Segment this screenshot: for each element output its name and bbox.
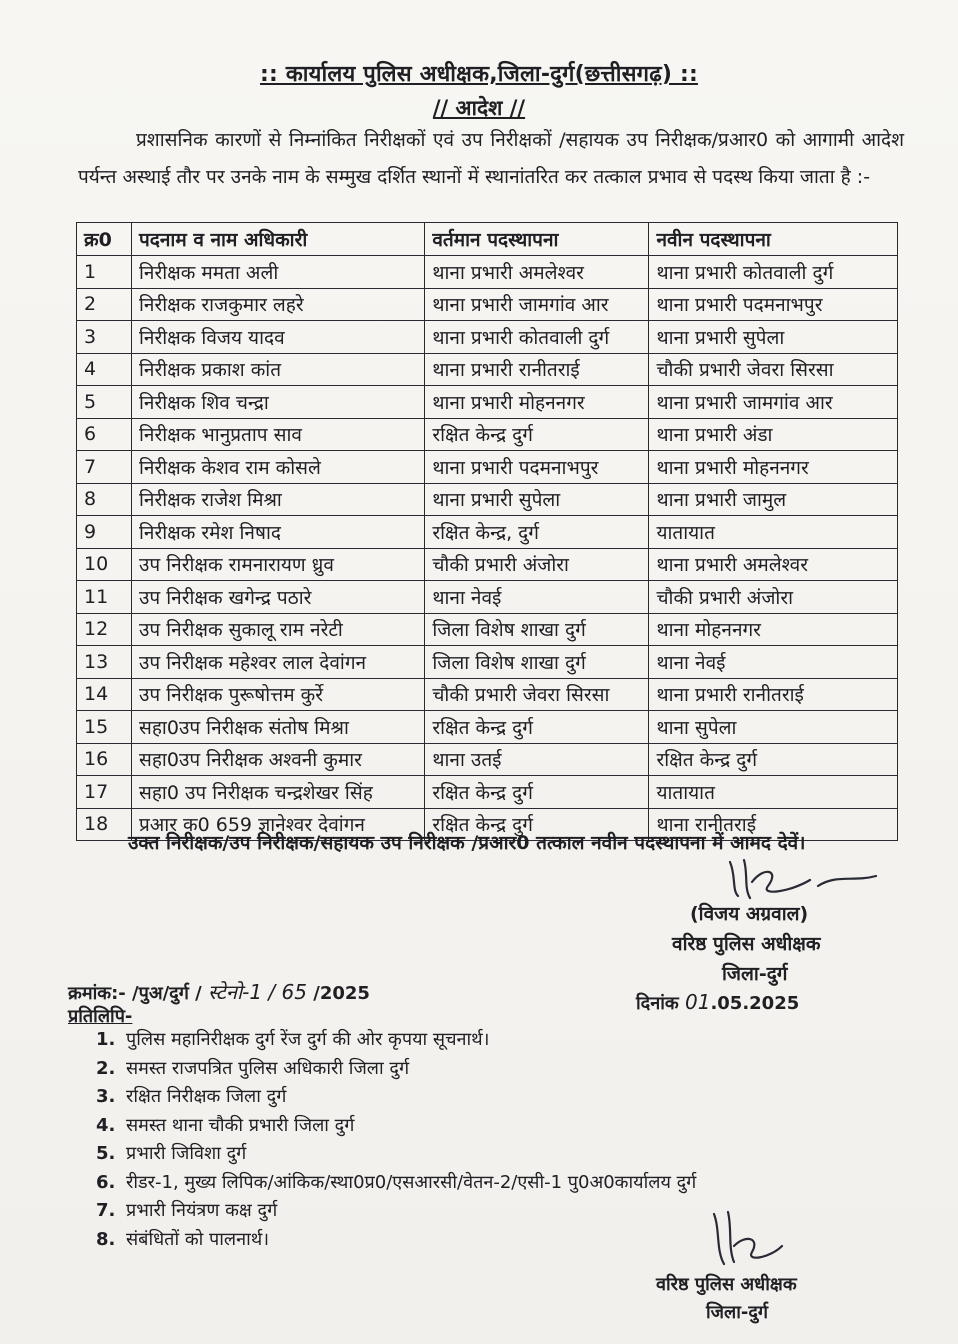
signatory2-title: वरिष्ठ पुलिस अधीक्षक — [656, 1274, 797, 1295]
cell-current-posting: थाना प्रभारी मोहननगर — [425, 386, 649, 419]
col-header-officer: पदनाम व नाम अधिकारी — [132, 223, 425, 256]
copy-to-list — [96, 1026, 696, 1254]
cell-new-posting: थाना रानीतराई — [649, 808, 898, 841]
date-label: दिनांक — [636, 993, 679, 1014]
cell-current-posting: थाना प्रभारी अमलेश्वर — [425, 256, 649, 289]
intro-text: प्रशासनिक कारणों से निम्नांकित निरीक्षकों एवं उप निरीक्षकों /सहायक उप निरीक्षक/प्रआर0 को आगामी आदेश पर्यन्त अस्थाई तौर पर उनके नाम के सम्मुख दर्शित स्थानों में स्थानांतरित कर तत्काल प्रभाव से पदस्थ किया जाता है :- — [78, 129, 904, 188]
cell-officer: उप निरीक्षक महेश्वर लाल देवांगन — [132, 646, 425, 679]
cell-current-posting: जिला विशेष शाखा दुर्ग — [425, 646, 649, 679]
cell-officer: निरीक्षक विजय यादव — [132, 321, 425, 354]
copy-to-number: 6. — [96, 1171, 116, 1193]
copy-to-number: 2. — [96, 1057, 116, 1079]
office-heading: :: कार्यालय पुलिस अधीक्षक,जिला-दुर्ग(छत्तीसगढ़) :: — [260, 62, 698, 87]
cell-current-posting: जिला विशेष शाखा दुर्ग — [425, 613, 649, 646]
cell-serial: 6 — [77, 418, 132, 451]
cell-serial: 1 — [77, 256, 132, 289]
closing-paragraph — [76, 826, 888, 860]
cell-officer: उप निरीक्षक पुरूषोत्तम कुर्रे — [132, 678, 425, 711]
cell-current-posting: थाना प्रभारी कोतवाली दुर्ग — [425, 321, 649, 354]
copy-to-text: संबंधितों को पालनार्थ। — [126, 1228, 270, 1250]
copy-to-item — [96, 1169, 696, 1198]
reference-number — [68, 978, 370, 1005]
cell-serial: 10 — [77, 548, 132, 581]
cell-new-posting: थाना मोहननगर — [649, 613, 898, 646]
kramank-printed: /पुअ/दुर्ग / — [132, 983, 202, 1004]
cell-serial: 4 — [77, 353, 132, 386]
cell-serial: 11 — [77, 581, 132, 614]
copy-to-text: पुलिस महानिरीक्षक दुर्ग रेंज दुर्ग की ओर कृपया सूचनार्थ। — [126, 1029, 490, 1050]
cell-current-posting: थाना प्रभारी पदमनाभपुर — [425, 451, 649, 484]
copy-to-text: समस्त थाना चौकी प्रभारी जिला दुर्ग — [126, 1114, 355, 1136]
cell-serial: 12 — [77, 613, 132, 646]
copy-to-item — [96, 1083, 696, 1112]
cell-new-posting: थाना प्रभारी रानीतराई — [649, 678, 898, 711]
cell-new-posting: थाना प्रभारी सुपेला — [649, 321, 898, 354]
table-body — [77, 256, 898, 841]
table-row — [77, 483, 898, 516]
signatory2-place: जिला-दुर्ग — [706, 1302, 769, 1323]
cell-serial: 14 — [77, 678, 132, 711]
cell-officer: निरीक्षक शिव चन्द्रा — [132, 386, 425, 419]
cell-current-posting: थाना प्रभारी जामगांव आर — [425, 288, 649, 321]
copy-to-number: 1. — [96, 1029, 116, 1050]
order-heading: // आदेश // — [432, 96, 526, 120]
table-row — [77, 613, 898, 646]
cell-officer: उप निरीक्षक सुकालू राम नरेटी — [132, 613, 425, 646]
signatory-place: जिला-दुर्ग — [722, 963, 788, 985]
cell-officer: प्रआर क0 659 ज्ञानेश्वर देवांगन — [132, 808, 425, 841]
copy-to-number: 3. — [96, 1086, 116, 1107]
cell-officer: निरीक्षक राजकुमार लहरे — [132, 288, 425, 321]
cell-new-posting: थाना प्रभारी अमलेश्वर — [649, 548, 898, 581]
signature-mark-2 — [700, 1206, 790, 1276]
order-date — [636, 990, 799, 1015]
cell-new-posting: थाना प्रभारी अंडा — [649, 418, 898, 451]
kramank-label: क्रमांक:- — [68, 983, 126, 1004]
copy-to-number: 5. — [96, 1143, 116, 1164]
cell-current-posting: रक्षित केन्द्र दुर्ग — [425, 711, 649, 744]
signatory-title: वरिष्ठ पुलिस अधीक्षक — [672, 933, 821, 955]
cell-officer: निरीक्षक राजेश मिश्रा — [132, 483, 425, 516]
table-row — [77, 646, 898, 679]
transfer-table — [76, 222, 898, 841]
cell-serial: 13 — [77, 646, 132, 679]
copy-to-item — [96, 1112, 696, 1141]
cell-new-posting: थाना प्रभारी कोतवाली दुर्ग — [649, 256, 898, 289]
cell-current-posting: रक्षित केन्द्र दुर्ग — [425, 808, 649, 841]
cell-current-posting: रक्षित केन्द्र दुर्ग — [425, 418, 649, 451]
copy-to-text: समस्त राजपत्रित पुलिस अधिकारी जिला दुर्ग — [126, 1057, 410, 1079]
table-row — [77, 288, 898, 321]
cell-serial: 9 — [77, 516, 132, 549]
cell-officer: निरीक्षक केशव राम कोसले — [132, 451, 425, 484]
cell-current-posting: चौकी प्रभारी जेवरा सिरसा — [425, 678, 649, 711]
cell-new-posting: थाना नेवई — [649, 646, 898, 679]
copy-to-item — [96, 1140, 696, 1169]
copy-to-heading: प्रतिलिपि- — [68, 1006, 133, 1027]
col-header-current-posting: वर्तमान पदस्थापना — [425, 223, 649, 256]
table-row — [77, 256, 898, 289]
cell-officer: निरीक्षक प्रकाश कांत — [132, 353, 425, 386]
cell-current-posting: रक्षित केन्द्र दुर्ग — [425, 776, 649, 809]
cell-officer: सहा0 उप निरीक्षक चन्द्रशेखर सिंह — [132, 776, 425, 809]
cell-current-posting: थाना उतई — [425, 743, 649, 776]
intro-paragraph — [78, 122, 904, 196]
table-row — [77, 451, 898, 484]
cell-new-posting: चौकी प्रभारी जेवरा सिरसा — [649, 353, 898, 386]
copy-to-number: 8. — [96, 1228, 116, 1250]
cell-officer: निरीक्षक रमेश निषाद — [132, 516, 425, 549]
copy-to-number: 4. — [96, 1114, 116, 1136]
cell-new-posting: रक्षित केन्द्र दुर्ग — [649, 743, 898, 776]
table-row — [77, 516, 898, 549]
cell-current-posting: चौकी प्रभारी अंजोरा — [425, 548, 649, 581]
table-row — [77, 386, 898, 419]
cell-officer: उप निरीक्षक खगेन्द्र पठारे — [132, 581, 425, 614]
col-header-new-posting: नवीन पदस्थापना — [649, 223, 898, 256]
signature-mark — [640, 856, 900, 904]
date-day: 01 — [684, 990, 711, 1014]
cell-current-posting: थाना प्रभारी सुपेला — [425, 483, 649, 516]
table-row — [77, 548, 898, 581]
kramank-year: /2025 — [313, 983, 370, 1004]
col-header-serial: क्र0 — [77, 223, 132, 256]
table-row — [77, 418, 898, 451]
table-header-row — [77, 223, 898, 256]
cell-serial: 8 — [77, 483, 132, 516]
cell-officer: निरीक्षक ममता अली — [132, 256, 425, 289]
copy-to-text: प्रभारी नियंत्रण कक्ष दुर्ग — [126, 1200, 278, 1221]
cell-new-posting: थाना सुपेला — [649, 711, 898, 744]
table-row — [77, 581, 898, 614]
cell-officer: सहा0उप निरीक्षक संतोष मिश्रा — [132, 711, 425, 744]
copy-to-text: प्रभारी जिविशा दुर्ग — [126, 1143, 247, 1164]
table-row — [77, 743, 898, 776]
copy-to-text: रीडर-1, मुख्य लिपिक/आंकिक/स्था0प्र0/एसआरसी/वेतन-2/एसी-1 पु0अ0कार्यालय दुर्ग — [126, 1171, 697, 1193]
cell-serial: 5 — [77, 386, 132, 419]
cell-serial: 16 — [77, 743, 132, 776]
closing-text: उक्त निरीक्षक/उप निरीक्षक/सहायक उप निरीक्षक /प्रआर0 तत्काल नवीन पदस्थापना में आमद देवें। — [128, 832, 806, 854]
copy-to-item — [96, 1055, 696, 1084]
cell-new-posting: यातायात — [649, 516, 898, 549]
cell-new-posting: थाना प्रभारी जामगांव आर — [649, 386, 898, 419]
cell-serial: 3 — [77, 321, 132, 354]
kramank-handwritten: स्टेनो-1 / 65 — [207, 980, 307, 1004]
cell-new-posting: थाना प्रभारी पदमनाभपुर — [649, 288, 898, 321]
table-row — [77, 321, 898, 354]
cell-officer: सहा0उप निरीक्षक अश्वनी कुमार — [132, 743, 425, 776]
copy-to-number: 7. — [96, 1200, 116, 1221]
cell-serial: 18 — [77, 808, 132, 841]
cell-new-posting: थाना प्रभारी जामुल — [649, 483, 898, 516]
cell-current-posting: थाना प्रभारी रानीतराई — [425, 353, 649, 386]
signatory-name: (विजय अग्रवाल) — [690, 903, 809, 925]
table-row — [77, 353, 898, 386]
cell-current-posting: रक्षित केन्द्र, दुर्ग — [425, 516, 649, 549]
cell-current-posting: थाना नेवई — [425, 581, 649, 614]
cell-serial: 2 — [77, 288, 132, 321]
copy-to-item — [96, 1026, 696, 1055]
table-row — [77, 711, 898, 744]
date-rest: .05.2025 — [710, 993, 800, 1014]
copy-to-item — [96, 1197, 696, 1226]
copy-to-item — [96, 1226, 696, 1255]
copy-to-text: रक्षित निरीक्षक जिला दुर्ग — [126, 1086, 287, 1107]
cell-serial: 15 — [77, 711, 132, 744]
cell-serial: 17 — [77, 776, 132, 809]
cell-serial: 7 — [77, 451, 132, 484]
cell-new-posting: यातायात — [649, 776, 898, 809]
cell-new-posting: थाना प्रभारी मोहननगर — [649, 451, 898, 484]
cell-officer: निरीक्षक भानुप्रताप साव — [132, 418, 425, 451]
table-row — [77, 776, 898, 809]
table-row — [77, 678, 898, 711]
cell-officer: उप निरीक्षक रामनारायण ध्रुव — [132, 548, 425, 581]
cell-new-posting: चौकी प्रभारी अंजोरा — [649, 581, 898, 614]
